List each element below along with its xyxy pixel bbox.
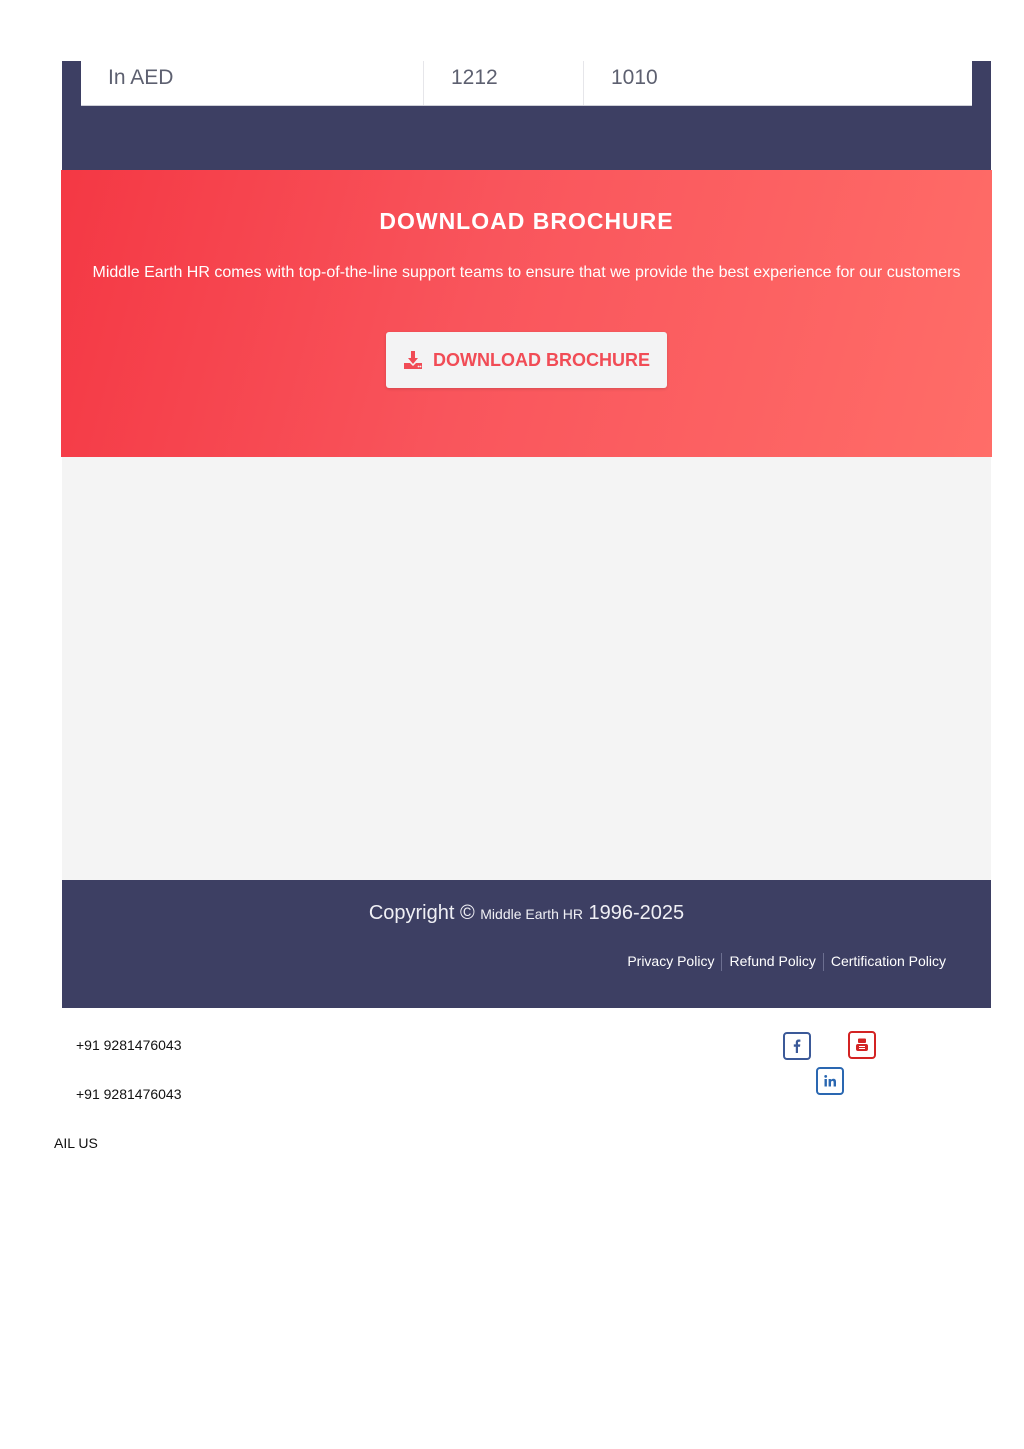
- linkedin-link[interactable]: [816, 1067, 844, 1095]
- facebook-link[interactable]: [783, 1032, 811, 1060]
- brochure-description: Middle Earth HR comes with top-of-the-line support teams to ensure that we provide the best experience for our customers: [92, 264, 961, 281]
- download-brochure-button[interactable]: [386, 332, 667, 388]
- youtube-icon: [854, 1037, 870, 1053]
- download-brochure-section: [61, 170, 992, 457]
- price-currency-label: In AED: [81, 61, 424, 105]
- youtube-link[interactable]: [848, 1031, 876, 1059]
- refund-policy-link[interactable]: Refund Policy: [729, 953, 816, 969]
- price-value-2: 1010: [611, 66, 658, 89]
- footer: [62, 880, 991, 1008]
- copyright-years: 1996-2025: [588, 902, 685, 924]
- price-value-1: 1212: [424, 61, 584, 105]
- facebook-icon: [789, 1038, 805, 1054]
- phone-number-1[interactable]: +91 9281476043: [76, 1037, 182, 1053]
- price-table-row: [81, 61, 972, 106]
- copyright: [62, 902, 991, 925]
- price-section: [62, 61, 991, 170]
- download-icon: [403, 350, 423, 370]
- linkedin-icon: [822, 1073, 838, 1089]
- copyright-brand: Middle Earth HR: [480, 906, 583, 922]
- content-placeholder: [62, 457, 991, 880]
- copyright-prefix: Copyright ©: [368, 902, 475, 924]
- phone-number-2[interactable]: +91 9281476043: [76, 1086, 182, 1102]
- policy-links: [620, 953, 953, 971]
- email-us-link[interactable]: [54, 1135, 102, 1151]
- brochure-title: DOWNLOAD BROCHURE: [379, 208, 674, 234]
- certification-policy-link[interactable]: Certification Policy: [830, 953, 946, 969]
- email-us-label: AIL US: [54, 1135, 98, 1151]
- privacy-policy-link[interactable]: Privacy Policy: [627, 953, 715, 969]
- download-brochure-button-label: DOWNLOAD BROCHURE: [433, 349, 650, 370]
